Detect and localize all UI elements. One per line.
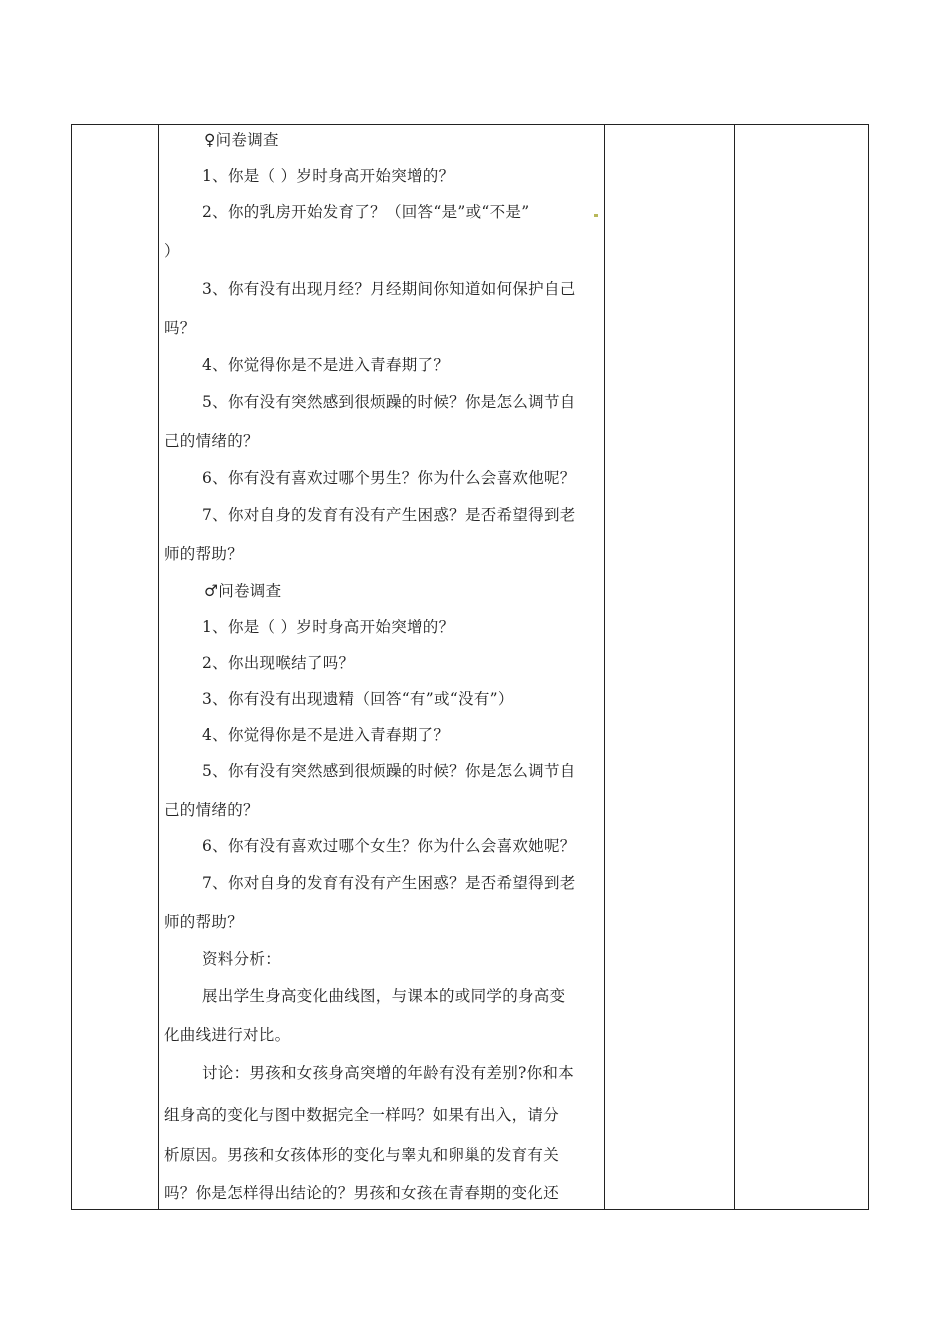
- column-divider: [158, 125, 159, 1209]
- continuation-line: 己的情绪的？: [164, 801, 259, 819]
- question-line: 3、你有没有出现遗精（回答“有”或“没有”）: [202, 690, 514, 708]
- question-line: 2、你的乳房开始发育了？（回答“是”或“不是”: [202, 203, 530, 221]
- column-divider: [734, 125, 735, 1209]
- question-line: 6、你有没有喜欢过哪个女生？你为什么会喜欢她呢？: [202, 837, 576, 855]
- section-heading-analysis: 资料分析：: [202, 950, 282, 968]
- section-heading-female: ♀问卷调查: [204, 131, 279, 149]
- section-heading-male: ♂问卷调查: [204, 582, 282, 600]
- question-line: 1、你是（ ）岁时身高开始突增的？: [202, 167, 455, 185]
- question-line: 4、你觉得你是不是进入青春期了？: [202, 356, 450, 374]
- question-line: 1、你是（ ）岁时身高开始突增的？: [202, 618, 455, 636]
- question-line: 4、你觉得你是不是进入青春期了？: [202, 726, 450, 744]
- paragraph-line: 讨论：男孩和女孩身高突增的年龄有没有差别?你和本: [202, 1064, 575, 1082]
- paragraph-line: 组身高的变化与图中数据完全一样吗？如果有出入，请分: [164, 1106, 560, 1124]
- question-line: 3、你有没有出现月经？月经期间你知道如何保护自己: [202, 280, 576, 298]
- paragraph-line: 展出学生身高变化曲线图，与课本的或同学的身高变: [202, 987, 566, 1005]
- continuation-line: 师的帮助？: [164, 545, 244, 563]
- document-table: [71, 124, 869, 1210]
- paragraph-line: 化曲线进行对比。: [164, 1026, 291, 1044]
- question-line: 7、你对自身的发育有没有产生困惑？是否希望得到老: [202, 874, 576, 892]
- continuation-line: 师的帮助？: [164, 913, 244, 931]
- column-divider: [604, 125, 605, 1209]
- paragraph-line: 吗？你是怎样得出结论的？男孩和女孩在青春期的变化还: [164, 1184, 560, 1202]
- question-line: 6、你有没有喜欢过哪个男生？你为什么会喜欢他呢？: [202, 469, 576, 487]
- question-line: 5、你有没有突然感到很烦躁的时候？你是怎么调节自: [202, 762, 576, 780]
- question-line: 7、你对自身的发育有没有产生困惑？是否希望得到老: [202, 506, 576, 524]
- continuation-line: ）: [164, 242, 180, 260]
- continuation-line: 己的情绪的？: [164, 432, 259, 450]
- paragraph-line: 析原因。男孩和女孩体形的变化与睾丸和卵巢的发育有关: [164, 1146, 560, 1164]
- question-line: 2、你出现喉结了吗？: [202, 654, 355, 672]
- question-line: 5、你有没有突然感到很烦躁的时候？你是怎么调节自: [202, 393, 576, 411]
- mark-dot: [594, 214, 598, 217]
- continuation-line: 吗？: [164, 319, 196, 337]
